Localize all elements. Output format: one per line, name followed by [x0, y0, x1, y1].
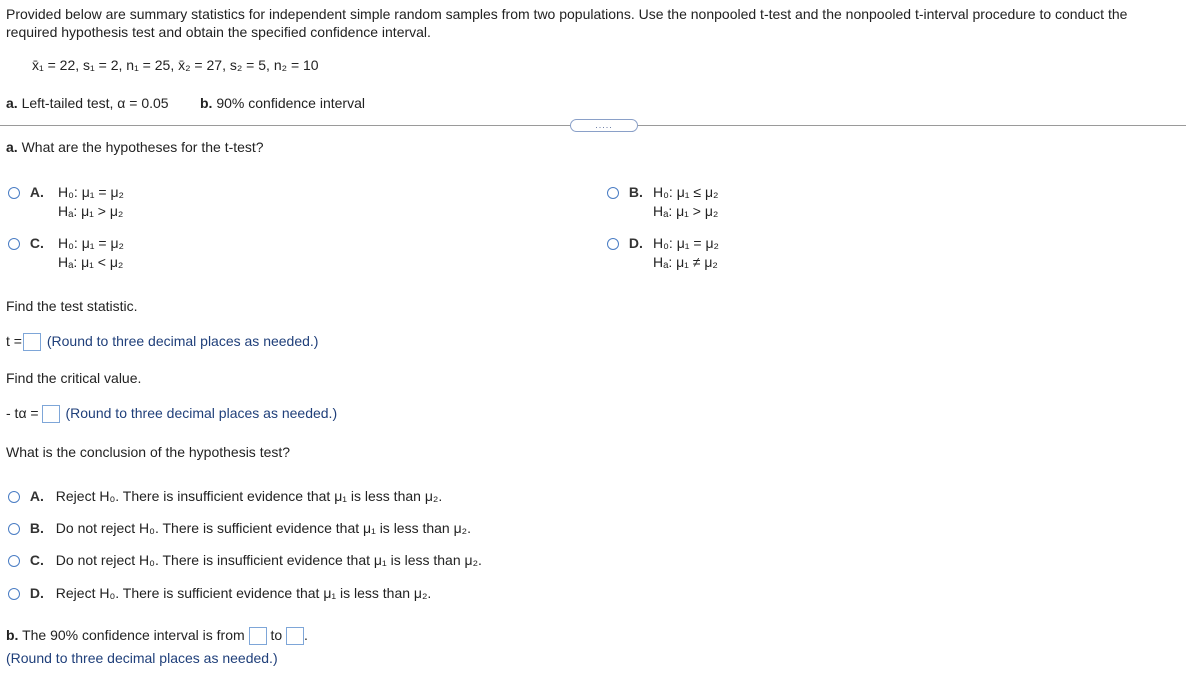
radio-button[interactable] [607, 187, 619, 199]
option-text: Do not reject H₀. There is sufficient evidence that μ₁ is less than μ₂. [55, 520, 472, 536]
problem-intro: Provided below are summary statistics for independent simple random samples from two populations. Use the nonpooled t-test and the nonpooled t-interval procedure to conduct the required hypothesis test and obtain the specified confidence interval. [6, 6, 1128, 40]
hyp-option-b[interactable] [607, 183, 719, 219]
null-hypothesis: H₀: μ₁ = μ₂ [58, 235, 124, 251]
part-b-text: 90% confidence interval [216, 95, 365, 111]
option-text: Do not reject H₀. There is insufficient evidence that μ₁ is less than μ₂. [55, 552, 482, 568]
option-letter: A. [29, 184, 44, 200]
interval-period: . [304, 627, 308, 643]
part-a-text: Left-tailed test, α = 0.05 [21, 95, 169, 111]
radio-button[interactable] [8, 523, 20, 535]
radio-button[interactable] [8, 555, 20, 567]
test-statistic-prompt: Find the test statistic. [6, 298, 138, 314]
option-letter: D. [29, 585, 44, 601]
conclusion-option-a[interactable] [8, 488, 442, 504]
hyp-option-d[interactable] [607, 234, 719, 270]
rounding-hint: (Round to three decimal places as needed.) [46, 333, 319, 349]
critical-value-prompt: Find the critical value. [6, 370, 142, 386]
option-letter: A. [29, 488, 44, 504]
critical-value-input[interactable] [42, 405, 60, 423]
radio-button[interactable] [8, 491, 20, 503]
t-label: t = [6, 333, 22, 349]
conclusion-option-b[interactable] [8, 520, 471, 536]
option-letter: C. [29, 235, 44, 251]
interval-text: The 90% confidence interval is from [22, 627, 245, 643]
n2-value: n₂ = 10 [273, 57, 319, 73]
s1-value: s₁ = 2, [83, 57, 123, 73]
radio-button[interactable] [8, 187, 20, 199]
s2-value: s₂ = 5, [229, 57, 270, 73]
rounding-hint: (Round to three decimal places as needed.) [65, 405, 338, 421]
option-letter: D. [628, 235, 643, 251]
conclusion-prompt: What is the conclusion of the hypothesis test? [6, 444, 291, 460]
part-b-label: b. [200, 95, 213, 111]
conclusion-option-c[interactable] [8, 552, 482, 568]
alt-hypothesis: Hₐ: μ₁ > μ₂ [653, 203, 719, 219]
given-statistics [32, 57, 319, 73]
part-a-spec [6, 95, 169, 111]
null-hypothesis: H₀: μ₁ ≤ μ₂ [653, 184, 719, 200]
n1-value: n₁ = 25, [126, 57, 175, 73]
expand-handle[interactable]: ..... [570, 119, 638, 132]
option-letter: B. [29, 520, 44, 536]
conclusion-option-d[interactable] [8, 585, 431, 601]
option-letter: C. [29, 552, 44, 568]
null-hypothesis: H₀: μ₁ = μ₂ [58, 184, 124, 200]
radio-button[interactable] [607, 238, 619, 250]
option-text: Reject H₀. There is sufficient evidence that μ₁ is less than μ₂. [55, 585, 432, 601]
x1-value: x̄₁ = 22, [32, 57, 80, 73]
test-statistic-input[interactable] [23, 333, 41, 351]
hyp-option-c[interactable] [8, 234, 124, 270]
alt-hypothesis: Hₐ: μ₁ > μ₂ [58, 203, 124, 219]
critical-label: - tα = [6, 405, 39, 421]
critical-value-row [6, 405, 337, 423]
question-label: a. [6, 139, 18, 155]
part-a-label: a. [6, 95, 18, 111]
question-text: What are the hypotheses for the t-test? [21, 139, 264, 155]
radio-button[interactable] [8, 588, 20, 600]
part-b-label: b. [6, 627, 19, 643]
x2-value: x̄₂ = 27, [178, 57, 226, 73]
hyp-option-a[interactable] [8, 183, 124, 219]
interval-row [6, 627, 308, 645]
null-hypothesis: H₀: μ₁ = μ₂ [653, 235, 719, 251]
option-text: Reject H₀. There is insufficient evidence that μ₁ is less than μ₂. [55, 488, 443, 504]
interval-to-label: to [270, 627, 283, 643]
option-letter: B. [628, 184, 643, 200]
test-statistic-row [6, 333, 318, 351]
radio-button[interactable] [8, 238, 20, 250]
interval-rounding-hint: (Round to three decimal places as needed.) [6, 650, 278, 666]
hypotheses-question [6, 139, 264, 155]
alt-hypothesis: Hₐ: μ₁ ≠ μ₂ [653, 254, 718, 270]
interval-from-input[interactable] [249, 627, 267, 645]
interval-to-input[interactable] [286, 627, 304, 645]
alt-hypothesis: Hₐ: μ₁ < μ₂ [58, 254, 124, 270]
part-b-spec [200, 95, 365, 111]
